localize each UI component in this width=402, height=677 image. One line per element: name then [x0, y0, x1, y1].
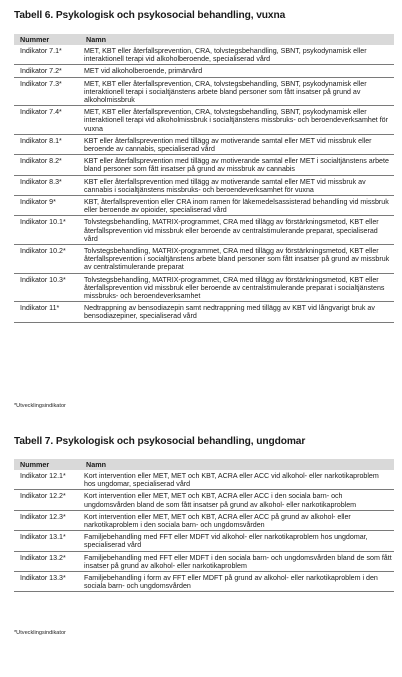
row-namn: KBT eller återfallsprevention med tillägg av motiverande samtal eller MET vid missbruk eller beroende av cannabis, specialiserad vård [80, 134, 394, 154]
table-row [14, 196, 394, 216]
row-namn: MET, KBT eller återfallsprevention, CRA, tolvstegsbehandling, SBNT, psykodynamisk eller interaktionell terapi vid alkoholmissbruk i socialtjänstens missbruks- och beroendeverksamhet för vuxna [80, 106, 394, 135]
table-row [14, 551, 394, 571]
table-row [14, 273, 394, 302]
table-row [14, 45, 394, 65]
table-row [14, 175, 394, 195]
row-namn: Tolvstegsbehandling, MATRIX-programmet, CRA med tillägg av förstärkningsmetod, KBT eller återfallsprevention vid missbruk eller beroende av centralstimulerande preparat, specialiserad vård [80, 216, 394, 245]
row-namn: Familjebehandling med FFT eller MDFT i den sociala barn- och ungdomsvården bland de som fått insatser på grund av alkohol- eller narkotikaproblem [80, 551, 394, 571]
header-nummer: Nummer [14, 34, 80, 45]
row-nummer: Indikator 12.3* [14, 510, 80, 530]
table-row [14, 106, 394, 135]
row-namn: Kort intervention eller MET, MET och KBT, ACRA eller ACC i den sociala barn- och ungdomsvården bland de som fått insatser på grund av alkohol- eller narkotikaproblem [80, 490, 394, 510]
header-namn: Namn [80, 34, 394, 45]
table-7 [14, 459, 394, 592]
table-row [14, 245, 394, 274]
table-row [14, 216, 394, 245]
row-namn: KBT, återfallsprevention eller CRA inom ramen för läkemedelsassisterad behandling vid missbruk eller beroende av opioider, specialiserad vård [80, 196, 394, 216]
header-nummer: Nummer [14, 459, 80, 470]
table-7-footnote: *Utvecklingsindikator [14, 630, 66, 636]
row-nummer: Indikator 7.3* [14, 77, 80, 106]
table-row [14, 572, 394, 592]
row-nummer: Indikator 10.2* [14, 245, 80, 274]
row-nummer: Indikator 8.3* [14, 175, 80, 195]
row-nummer: Indikator 13.2* [14, 551, 80, 571]
row-namn: Kort intervention eller MET, MET och KBT, ACRA eller ACC vid alkohol- eller narkotikaproblem hos ungdomar, specialiserad vård [80, 470, 394, 490]
row-namn: KBT eller återfallsprevention med tillägg av motiverande samtal eller MET vid missbruk av cannabis i socialtjänstens missbruks- och beroendeverksamhet för vuxna [80, 175, 394, 195]
row-nummer: Indikator 7.1* [14, 45, 80, 65]
table-7-title: Tabell 7. Psykologisk och psykosocial behandling, ungdomar [14, 436, 306, 447]
row-nummer: Indikator 7.4* [14, 106, 80, 135]
table-row [14, 77, 394, 106]
row-nummer: Indikator 8.2* [14, 155, 80, 175]
row-nummer: Indikator 13.1* [14, 531, 80, 551]
row-namn: MET vid alkoholberoende, primärvård [80, 65, 394, 77]
row-nummer: Indikator 10.3* [14, 273, 80, 302]
table-row [14, 531, 394, 551]
row-nummer: Indikator 12.1* [14, 470, 80, 490]
table-row [14, 65, 394, 77]
row-namn: MET, KBT eller återfallsprevention, CRA, tolvstegsbehandling, SBNT, psykodynamisk eller interaktionell terapi vid alkoholberoende, specialiserad vård [80, 45, 394, 65]
table-6-title: Tabell 6. Psykologisk och psykosocial behandling, vuxna [14, 10, 286, 21]
row-nummer: Indikator 9* [14, 196, 80, 216]
row-namn: Kort intervention eller MET, MET och KBT, ACRA eller ACC på grund av alkohol- eller narkotikaproblem i den sociala barn- och ungdomsvården [80, 510, 394, 530]
table-row [14, 134, 394, 154]
table-row [14, 490, 394, 510]
row-namn: Nedtrappning av bensodiazepin samt nedtrappning med tillägg av KBT vid långvarigt bruk av bensodiazepiner, specialiserad vård [80, 302, 394, 322]
row-nummer: Indikator 7.2* [14, 65, 80, 77]
table-row [14, 470, 394, 490]
row-namn: Tolvstegsbehandling, MATRIX-programmet, CRA med tillägg av förstärkningsmetod, KBT eller återfallsprevention i socialtjänstens arbete bland personer som fått insatser på grund av missbruk av centralstimulerande preparat [80, 245, 394, 274]
table-6-footnote: *Utvecklingsindikator [14, 403, 66, 409]
row-namn: Tolvstegsbehandling, MATRIX-programmet, CRA med tillägg av förstärkningsmetod, KBT eller återfallsprevention vid missbruk eller beroende av centralstimulerande preparat i socialtjänstens missbruks- och beroendeverksamhet [80, 273, 394, 302]
row-nummer: Indikator 10.1* [14, 216, 80, 245]
row-namn: Familjebehandling med FFT eller MDFT vid alkohol- eller narkotikaproblem hos ungdomar, specialiserad vård [80, 531, 394, 551]
table-header-row [14, 34, 394, 45]
header-namn: Namn [80, 459, 394, 470]
table-row [14, 510, 394, 530]
row-nummer: Indikator 8.1* [14, 134, 80, 154]
row-nummer: Indikator 12.2* [14, 490, 80, 510]
table-6 [14, 34, 394, 323]
table-row [14, 302, 394, 322]
table-row [14, 155, 394, 175]
row-nummer: Indikator 13.3* [14, 572, 80, 592]
row-namn: KBT eller återfallsprevention med tillägg av motiverande samtal eller MET i socialtjänstens arbete bland personer som fått insatser på grund av missbruk av cannabis [80, 155, 394, 175]
table-header-row [14, 459, 394, 470]
row-nummer: Indikator 11* [14, 302, 80, 322]
row-namn: MET, KBT eller återfallsprevention, CRA, tolvstegsbehandling, SBNT, psykodynamisk eller interaktionell terapi i socialtjänstens arbete bland personer som fått insatser på grund av alkoholmissbruk [80, 77, 394, 106]
row-namn: Familjebehandling i form av FFT eller MDFT på grund av alkohol- eller narkotikaproblem i den sociala barn- och ungdomsvården [80, 572, 394, 592]
